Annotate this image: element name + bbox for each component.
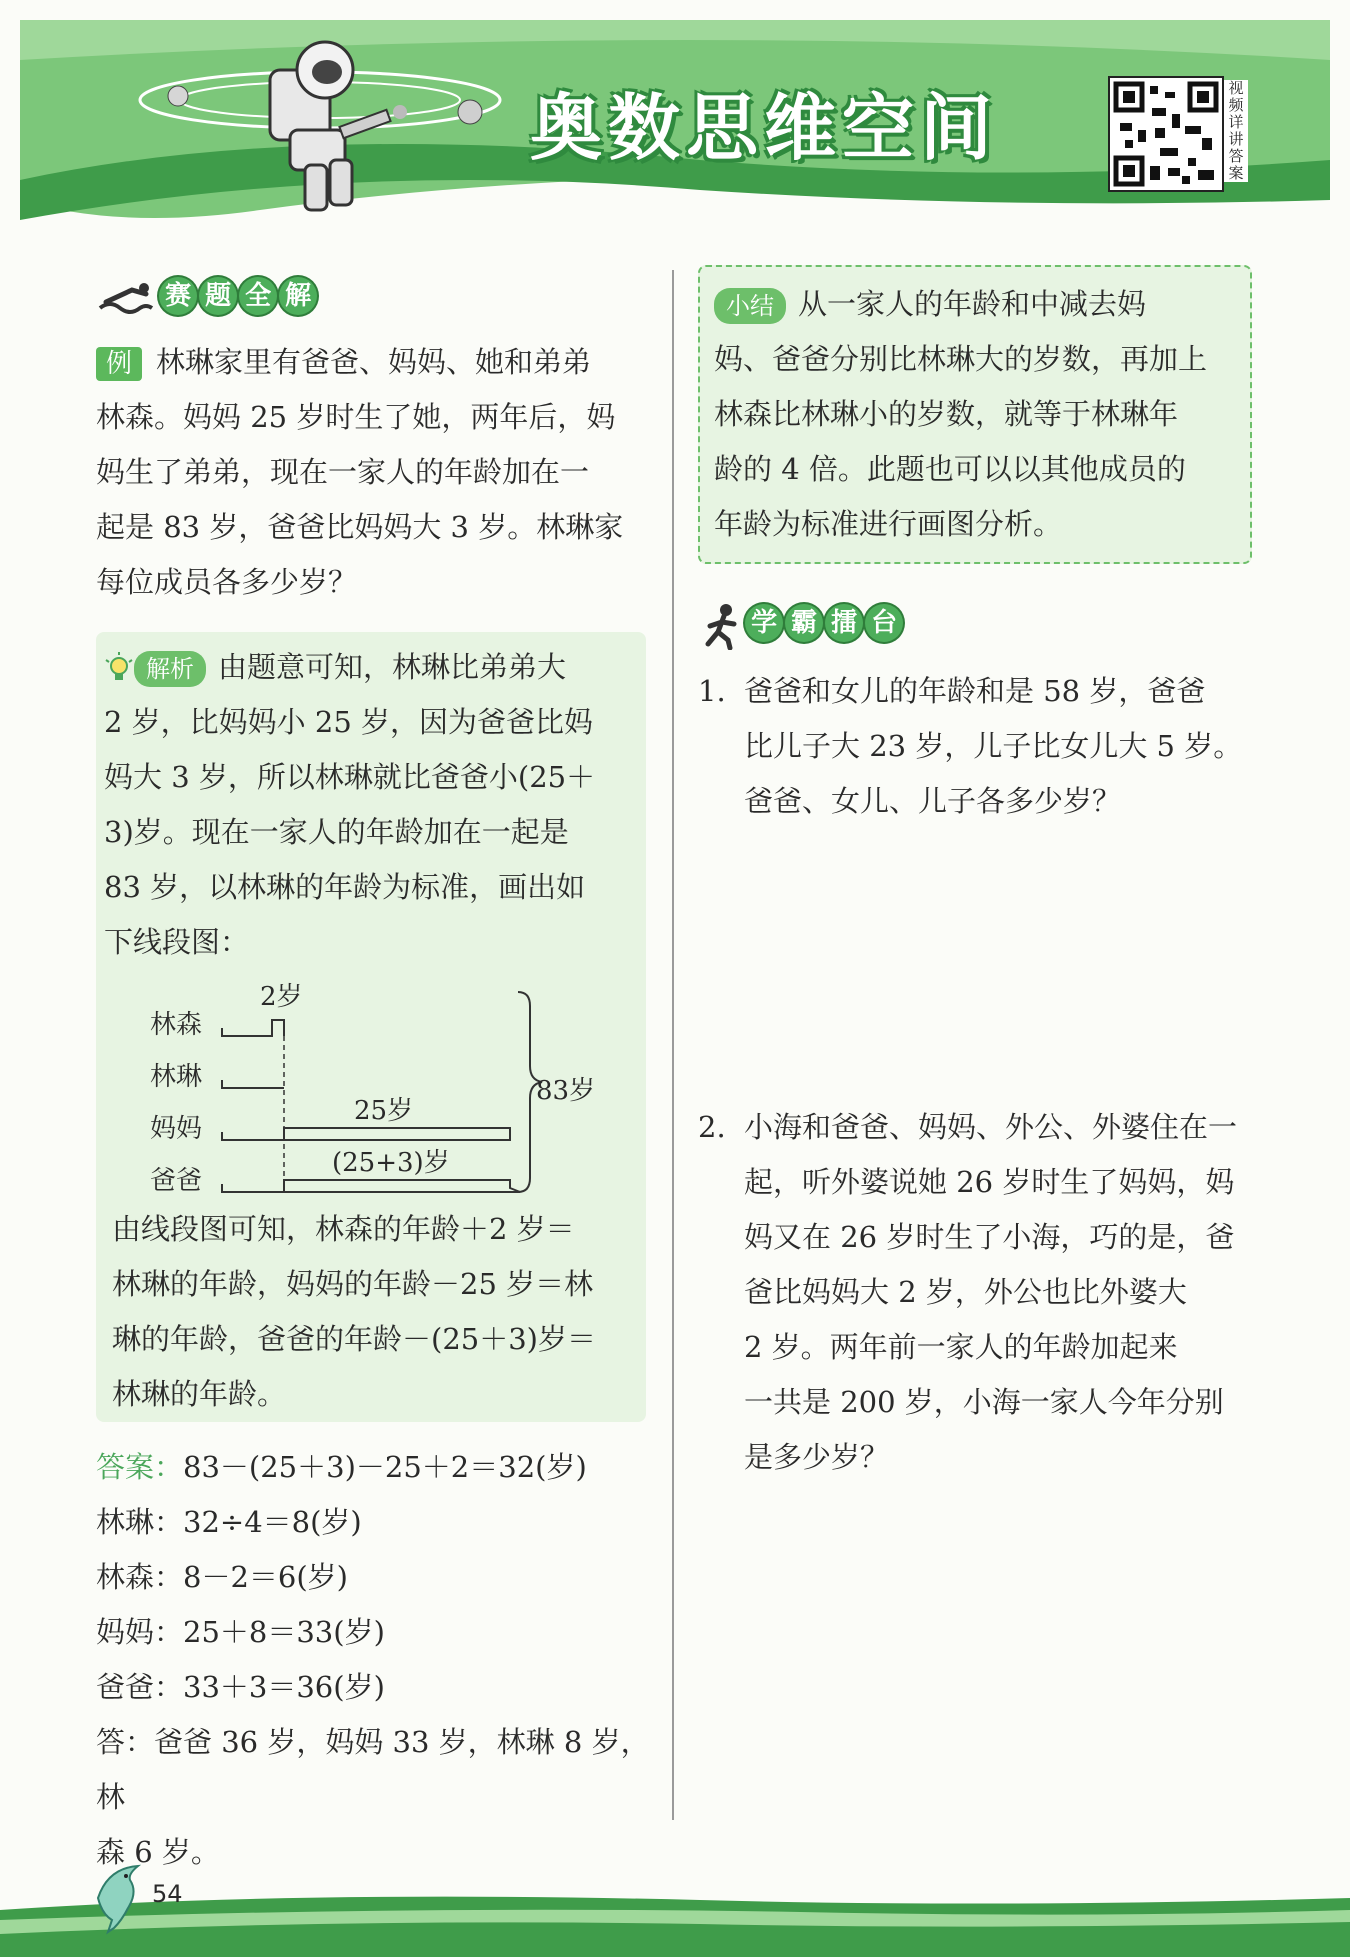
diagram-conclusion [112,1202,642,1422]
section-char: 学 [745,604,783,642]
analysis-line: 83 岁，以林琳的年龄为标准，画出如 [104,870,586,904]
conclusion-line: 琳的年龄，爸爸的年龄－(25＋3)岁＝ [112,1322,596,1356]
section-char: 霸 [785,604,823,642]
conclusion-line: 林琳的年龄，妈妈的年龄－25 岁＝林 [112,1267,594,1301]
line-segment-diagram [110,970,630,1200]
analysis-line: 下线段图： [104,925,250,959]
question-line: 爸爸和女儿的年龄和是 58 岁，爸爸 [744,674,1206,708]
answer-line: 森 6 岁。 [96,1835,220,1869]
summary-line: 从一家人的年龄和中减去妈 [798,287,1147,321]
qr-code-icon[interactable] [1108,76,1224,192]
segment-linlin [222,1080,284,1088]
column-divider [672,270,674,1820]
question-line: 起，听外婆说她 26 岁时生了妈妈，妈 [744,1165,1235,1199]
question-line: 一共是 200 岁，小海一家人今年分别 [744,1385,1224,1419]
section-char: 全 [239,277,277,315]
example-line: 林琳家里有爸爸、妈妈、她和弟弟 [156,345,592,379]
section-char: 台 [865,604,903,642]
diagram-label: 林森 [150,1010,203,1040]
analysis-line: 妈大 3 岁，所以林琳就比爸爸小(25＋ [104,760,596,794]
answer-line: 妈妈：25＋8＝33(岁) [96,1615,385,1649]
analysis-tag: 解析 [134,651,206,687]
swimmer-icon [96,280,154,320]
segment-mom [284,1128,510,1140]
diagram-label: 妈妈 [150,1114,203,1144]
answer-line: 答：爸爸 36 岁，妈妈 33 岁，林琳 8 岁，林 [96,1725,650,1814]
summary-line: 龄的 4 倍。此题也可以以其他成员的 [714,452,1186,486]
summary-line: 年龄为标准进行画图分析。 [714,507,1063,541]
question-1 [744,664,1264,829]
question-line: 是多少岁？ [744,1440,890,1474]
footer-band [0,1850,1350,1957]
lightbulb-icon [104,652,134,686]
page-number: 54 [152,1880,183,1908]
segment-linsen [222,1020,284,1036]
answer-line: 林琳：32÷4＝8(岁) [96,1505,362,1539]
diagram-note-total: 83岁 [536,1076,596,1106]
question-2 [744,1100,1264,1485]
example-line: 起是 83 岁，爸爸比妈妈大 3 岁。林琳家 [96,510,624,544]
conclusion-line: 林琳的年龄。 [112,1377,287,1411]
astronaut-icon [230,30,400,230]
question-line: 小海和爸爸、妈妈、外公、外婆住在一 [744,1110,1238,1144]
summary-text [714,277,1239,552]
diagram-note-2: 2岁 [260,982,303,1012]
analysis-line: 3)岁。现在一家人的年龄加在一起是 [104,815,569,849]
example-line: 每位成员各多少岁？ [96,565,358,599]
runner-icon [700,602,740,650]
diagram-note-25: 25岁 [354,1096,414,1126]
page-title: 奥数思维空间 [530,86,999,170]
summary-line: 林森比林琳小的岁数，就等于林琳年 [714,397,1179,431]
conclusion-line: 由线段图可知，林森的年龄＋2 岁＝ [112,1212,575,1246]
question-line: 妈又在 26 岁时生了小海，巧的是，爸 [744,1220,1235,1254]
question-line: 2 岁。两年前一家人的年龄加起来 [744,1330,1178,1364]
question-line: 比儿子大 23 岁，儿子比女儿大 5 岁。 [744,729,1243,763]
question-line: 爸比妈妈大 2 岁，外公也比外婆大 [744,1275,1187,1309]
answer-line: 83－(25＋3)－25＋2＝32(岁) [183,1450,587,1484]
segment-dad [284,1180,520,1192]
answer-block [96,1440,656,1880]
summary-tag: 小结 [714,288,786,324]
dolphin-icon [88,1858,148,1938]
analysis-line: 由题意可知，林琳比弟弟大 [218,650,567,684]
question-1-number: 1. [698,674,726,708]
page-header [0,0,1350,240]
section-title-challenge [700,602,905,650]
section-char: 赛 [159,277,197,315]
diagram-label: 爸爸 [150,1166,203,1196]
section-char: 题 [199,277,237,315]
diagram-label: 林琳 [150,1062,203,1092]
summary-line: 妈、爸爸分别比林琳大的岁数，再加上 [714,342,1208,376]
question-line: 爸爸、女儿、儿子各多少岁？ [744,784,1122,818]
example-problem [96,335,656,610]
section-char: 擂 [825,604,863,642]
example-line: 林森。妈妈 25 岁时生了她，两年后，妈 [96,400,616,434]
analysis-line: 2 岁，比妈妈小 25 岁，因为爸爸比妈 [104,705,594,739]
example-tag: 例 [96,347,142,381]
diagram-note-25-plus-3: (25+3)岁 [332,1148,450,1178]
question-2-number: 2. [698,1110,726,1144]
section-char: 解 [279,277,317,315]
answer-label: 答案： [96,1450,184,1484]
analysis-text [104,640,644,970]
example-line: 妈生了弟弟，现在一家人的年龄加在一 [96,455,590,489]
answer-line: 林森：8－2＝6(岁) [96,1560,348,1594]
answer-line: 爸爸：33＋3＝36(岁) [96,1670,385,1704]
qr-caption: 视频详讲答案 [1224,80,1248,182]
section-title-competition [96,277,319,320]
